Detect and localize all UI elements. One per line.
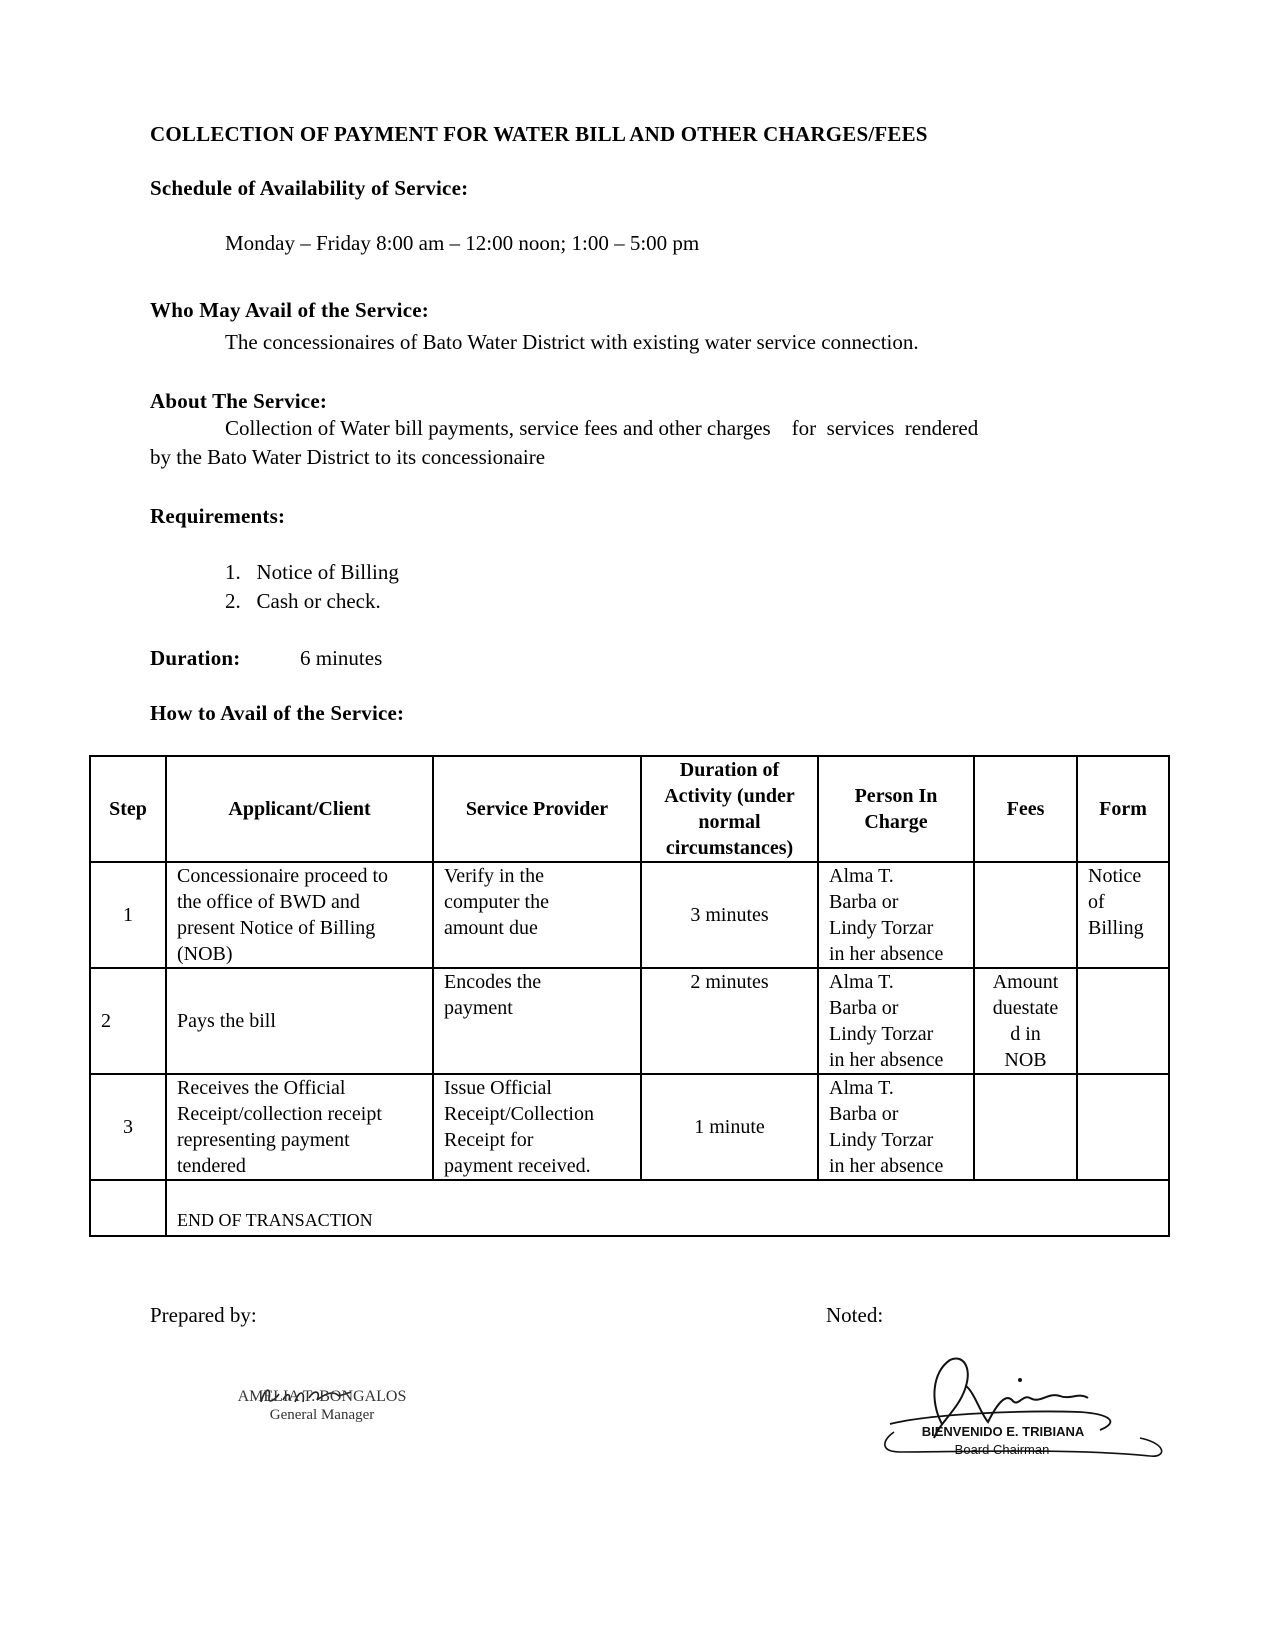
cell-step: 2 bbox=[90, 968, 166, 1074]
cell-fees bbox=[974, 1074, 1077, 1180]
who-heading: Who May Avail of the Service: bbox=[150, 298, 429, 322]
noted-label: Noted: bbox=[826, 1303, 884, 1327]
header-step: Step bbox=[90, 756, 166, 862]
cell-person: Alma T. Barba or Lindy Torzar in her absence bbox=[818, 862, 974, 968]
cell-provider: Issue Official Receipt/Collection Receipt for payment received. bbox=[433, 1074, 641, 1180]
noted-name: BIENVENIDO E. TRIBIANA bbox=[921, 1424, 1085, 1439]
about-text-line1: Collection of Water bill payments, service fees and other charges for services rendered bbox=[225, 416, 979, 440]
service-steps-table bbox=[89, 755, 1170, 1237]
cell-step: 3 bbox=[90, 1074, 166, 1180]
cell-duration: 3 minutes bbox=[641, 862, 818, 968]
table-row bbox=[90, 968, 1169, 1074]
about-heading: About The Service: bbox=[150, 389, 328, 413]
who-text: The concessionaires of Bato Water District with existing water service connection. bbox=[225, 330, 919, 354]
cell-applicant: Pays the bill bbox=[166, 968, 433, 1074]
cell-applicant: Concessionaire proceed to the office of BWD and present Notice of Billing (NOB) bbox=[166, 862, 433, 968]
cell-step: 1 bbox=[90, 862, 166, 968]
prepared-label: Prepared by: bbox=[150, 1303, 257, 1327]
table-header-row bbox=[90, 756, 1169, 862]
cell-form bbox=[1077, 1074, 1169, 1180]
table-row bbox=[90, 1074, 1169, 1180]
duration-value: 6 minutes bbox=[300, 646, 383, 670]
about-text-line2: by the Bato Water District to its concessionaire bbox=[150, 445, 546, 469]
page-title: COLLECTION OF PAYMENT FOR WATER BILL AND OTHER CHARGES/FEES bbox=[150, 122, 928, 146]
table-end-row bbox=[90, 1180, 1169, 1236]
cell-form: Notice of Billing bbox=[1077, 862, 1169, 968]
table-row bbox=[90, 862, 1169, 968]
cell-fees: Amount duestate d in NOB bbox=[974, 968, 1077, 1074]
cell-applicant: Receives the Official Receipt/collection receipt representing payment tendered bbox=[166, 1074, 433, 1180]
requirement-item: 1. Notice of Billing bbox=[225, 560, 399, 584]
cell-form bbox=[1077, 968, 1169, 1074]
cell-duration: 2 minutes bbox=[641, 968, 818, 1074]
header-provider: Service Provider bbox=[433, 756, 641, 862]
header-person: Person In Charge bbox=[818, 756, 974, 862]
duration-label: Duration: bbox=[150, 646, 241, 670]
cell-provider: Verify in the computer the amount due bbox=[433, 862, 641, 968]
header-form: Form bbox=[1077, 756, 1169, 862]
how-heading: How to Avail of the Service: bbox=[150, 701, 405, 725]
cell-provider: Encodes the payment bbox=[433, 968, 641, 1074]
header-fees: Fees bbox=[974, 756, 1077, 862]
noted-title: Board Chairman bbox=[954, 1442, 1050, 1457]
requirement-item: 2. Cash or check. bbox=[225, 589, 381, 613]
header-duration: Duration of Activity (under normal circumstances) bbox=[641, 756, 818, 862]
schedule-text: Monday – Friday 8:00 am – 12:00 noon; 1:00 – 5:00 pm bbox=[225, 231, 700, 255]
cell-person: Alma T. Barba or Lindy Torzar in her absence bbox=[818, 968, 974, 1074]
cell-fees bbox=[974, 862, 1077, 968]
prepared-name: AMELIA T. BONGALOS bbox=[237, 1388, 407, 1405]
end-of-transaction: END OF TRANSACTION bbox=[166, 1180, 1169, 1236]
cell-person: Alma T. Barba or Lindy Torzar in her absence bbox=[818, 1074, 974, 1180]
header-applicant: Applicant/Client bbox=[166, 756, 433, 862]
cell-duration: 1 minute bbox=[641, 1074, 818, 1180]
prepared-title: General Manager bbox=[269, 1407, 375, 1423]
cell-step-empty bbox=[90, 1180, 166, 1236]
schedule-heading: Schedule of Availability of Service: bbox=[150, 176, 469, 200]
requirements-heading: Requirements: bbox=[150, 504, 286, 528]
